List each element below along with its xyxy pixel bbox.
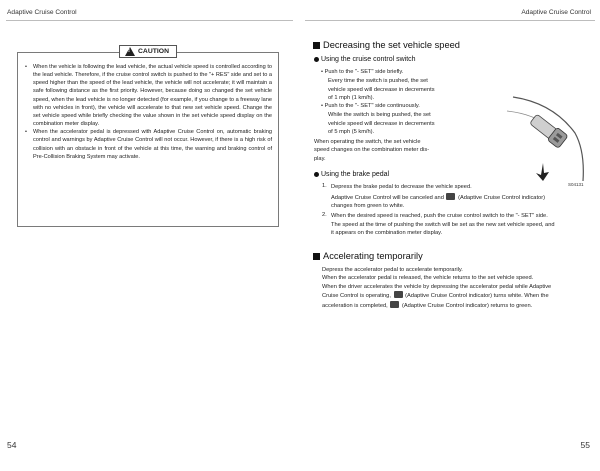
step-2-text: When the desired speed is reached, push the cruise control switch to the "- SET" side. The speed at the time of pushing the switch will be set as the new set vehicle speed, and it appears on the combination meter display. [331,213,555,236]
cruise-control-switch-illustration [505,93,587,183]
figure-code: S04131 [568,182,584,187]
subheading-brake: Using the brake pedal [314,171,389,178]
acc-indicator-icon [446,193,455,200]
step-number: 1. [322,183,327,189]
bullet-continuous-push: • Push to the "- SET" side continuously. [321,103,420,109]
section-title: Decreasing the set vehicle speed [323,40,460,50]
bullet-brief-push: • Push to the "- SET" side briefly. [321,69,404,75]
bullet-dot-icon [314,57,319,62]
step-number: 2. [322,212,327,218]
subheading-switch: Using the cruise control switch [314,56,416,63]
accelerating-body: Depress the accelerator pedal to accelerate temporarily. When the accelerator pedal is released, the vehicle returns to the set vehicle speed. When the driver accelerates the vehicle by depressing the accelerator pedal while Adaptive Cruise Control is operating, (Adaptive Cruise Control indicator) turns white. When the acceleration is completed, (Adaptive Cruise Control indicator) returns to green. [322,267,552,309]
warning-triangle-icon [125,47,135,56]
bullet-brief-desc: Every time the switch is pushed, the set vehicle speed will decrease in decrements of 1 mph (1 km/h). [328,78,435,101]
acc-indicator-icon [394,291,403,298]
caution-item: • When the vehicle is following the lead vehicle, the actual vehicle speed is controlled according to the lead vehicle. Therefore, if the cruise control switch is pushed to the "+ RES" side and set to a speed higher than the speed of the lead vehicle, the vehicle will not accelerate; it will maintain a safe following distance as the first priority. However, because doing so changed the set vehicle speed, when the lead vehicle is no longer detected (for example, if you change to a freeway lane with no vehicles in front), the vehicle will accelerate to that new set vehicle speed. Change the set vehicle speed while briefly checking the value shown in the set vehicle speed display on the combination meter display. [25,63,272,128]
step-1-text: Depress the brake pedal to decrease the vehicle speed. Adaptive Cruise Control will be canceled and (Adaptive Cruise Control indicator) changes from green to white. [331,184,545,209]
caution-list [25,63,272,161]
section-accelerating [313,251,423,261]
left-page-number: 54 [7,440,17,450]
section-square-icon [313,42,320,49]
caution-item: • When the accelerator pedal is depressed with Adaptive Cruise Control on, automatic braking control and warnings by Adaptive Cruise Control will not occur. However, if there is a high risk of collision with an obstacle in front of the vehicle at this time, the warning and braking control of Pre-Collision Braking System may activate. [25,128,272,161]
bullet-dot-icon [314,172,319,177]
section-square-icon [313,253,320,260]
section-title: Accelerating temporarily [323,251,423,261]
left-page-header: Adaptive Cruise Control [7,9,77,16]
right-page-header: Adaptive Cruise Control [521,9,591,16]
acc-indicator-icon [390,301,399,308]
right-header-rule [305,20,595,21]
switch-lever [528,112,568,148]
bullet-continuous-desc: While the switch is being pushed, the set vehicle speed will decrease in decrements of 5 mph (5 km/h). [328,112,435,135]
push-down-arrow-icon [536,163,549,181]
caution-title: CAUTION [138,48,169,55]
switch-operation-note: When operating the switch, the set vehicle speed changes on the combination meter dis- play. [314,139,430,162]
section-decreasing [313,40,460,50]
caution-box [17,48,279,227]
caution-label [119,45,177,58]
right-page-number: 55 [580,440,590,450]
left-header-rule [6,20,293,21]
